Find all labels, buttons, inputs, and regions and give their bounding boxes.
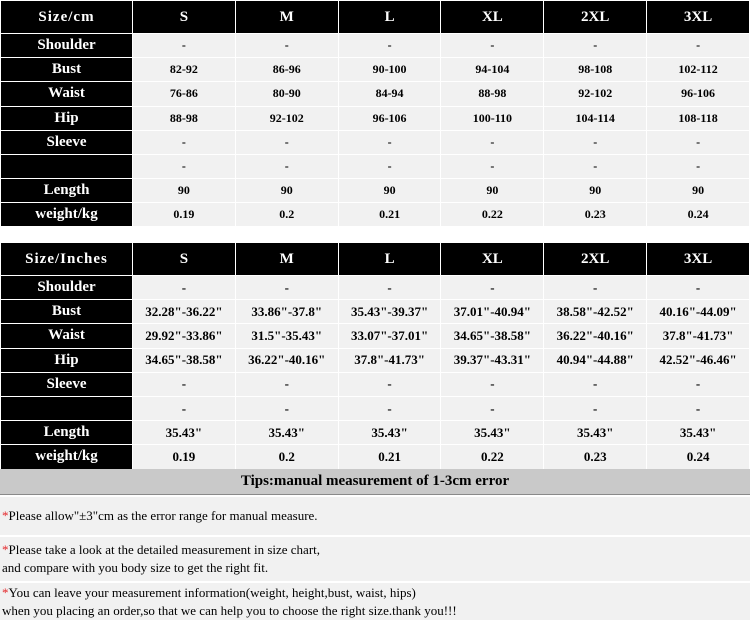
measurement-cell: 0.21: [338, 445, 441, 469]
measurement-cell: 96-106: [647, 82, 750, 106]
measurement-cell: -: [338, 130, 441, 154]
measurement-cell: -: [235, 34, 338, 58]
size-header: S: [133, 243, 236, 276]
measurement-cell: 90: [338, 179, 441, 203]
measurement-cell: 102-112: [647, 58, 750, 82]
measurement-cell: -: [544, 396, 647, 420]
measurement-cell: -: [338, 396, 441, 420]
size-header: M: [235, 243, 338, 276]
measurement-cell: -: [647, 130, 750, 154]
measurement-cell: 37.8"-41.73": [338, 348, 441, 372]
table-row: [1, 300, 750, 324]
measurement-cell: 0.23: [544, 445, 647, 469]
measurement-cell: -: [441, 34, 544, 58]
measurement-cell: 31.5"-35.43": [235, 324, 338, 348]
measurement-cell: 0.19: [133, 203, 236, 227]
note-size-chart: [0, 537, 750, 581]
measurement-cell: 80-90: [235, 82, 338, 106]
measurement-cell: -: [133, 130, 236, 154]
table-row: [1, 58, 750, 82]
size-header: XL: [441, 1, 544, 34]
measurement-cell: 0.24: [647, 445, 750, 469]
measurement-cell: 90: [235, 179, 338, 203]
note-line: Please allow"±3"cm as the error range for manual measure.: [8, 508, 318, 523]
measurement-cell: -: [133, 372, 236, 396]
table-row: [1, 276, 750, 300]
measurement-cell: 90: [647, 179, 750, 203]
row-label: Shoulder: [1, 34, 133, 58]
measurement-cell: -: [647, 396, 750, 420]
measurement-cell: 90: [441, 179, 544, 203]
measurement-cell: 84-94: [338, 82, 441, 106]
measurement-cell: 96-106: [338, 106, 441, 130]
size-header: L: [338, 243, 441, 276]
measurement-cell: 42.52"-46.46": [647, 348, 750, 372]
measurement-cell: -: [647, 372, 750, 396]
measurement-cell: -: [338, 372, 441, 396]
measurement-cell: -: [133, 34, 236, 58]
measurement-cell: -: [544, 372, 647, 396]
measurement-cell: -: [235, 276, 338, 300]
measurement-cell: 35.43"-39.37": [338, 300, 441, 324]
measurement-cell: 40.16"-44.09": [647, 300, 750, 324]
measurement-cell: 38.58"-42.52": [544, 300, 647, 324]
measurement-cell: -: [441, 130, 544, 154]
row-label: Bust: [1, 58, 133, 82]
measurement-cell: 90-100: [338, 58, 441, 82]
row-label: Length: [1, 179, 133, 203]
red-asterisk: *: [2, 585, 9, 600]
row-label: Length: [1, 421, 133, 445]
measurement-cell: -: [647, 276, 750, 300]
measurement-cell: 104-114: [544, 106, 647, 130]
measurement-cell: 35.43": [544, 421, 647, 445]
table-row: [1, 324, 750, 348]
measurement-cell: -: [441, 276, 544, 300]
row-label: Waist: [1, 82, 133, 106]
measurement-cell: 0.22: [441, 445, 544, 469]
measurement-cell: 108-118: [647, 106, 750, 130]
table-row: [1, 348, 750, 372]
note-error-range: [0, 497, 750, 535]
measurement-cell: 0.19: [133, 445, 236, 469]
measurement-cell: -: [441, 372, 544, 396]
measurement-cell: -: [338, 154, 441, 178]
size-header: M: [235, 1, 338, 34]
measurement-cell: 35.43": [338, 421, 441, 445]
table-row: [1, 203, 750, 227]
measurement-cell: 34.65"-38.58": [133, 348, 236, 372]
table-row: [1, 130, 750, 154]
measurement-cell: 0.2: [235, 203, 338, 227]
measurement-cell: -: [235, 396, 338, 420]
size-header: 2XL: [544, 243, 647, 276]
table-header-row: [1, 1, 750, 34]
table-row: [1, 82, 750, 106]
measurement-cell: 35.43": [647, 421, 750, 445]
size-header: S: [133, 1, 236, 34]
size-header: L: [338, 1, 441, 34]
measurement-cell: -: [544, 34, 647, 58]
header-label: Size/cm: [1, 1, 133, 34]
table-row: [1, 372, 750, 396]
table-row: [1, 34, 750, 58]
measurement-cell: 90: [133, 179, 236, 203]
note-line: and compare with you body size to get the right fit.: [2, 560, 269, 575]
measurement-cell: -: [544, 276, 647, 300]
table-row: [1, 106, 750, 130]
table-row: [1, 421, 750, 445]
measurement-cell: 35.43": [235, 421, 338, 445]
measurement-cell: 98-108: [544, 58, 647, 82]
row-label: Sleeve: [1, 130, 133, 154]
row-label: Waist: [1, 324, 133, 348]
row-label: Shoulder: [1, 276, 133, 300]
table-row: [1, 396, 750, 420]
note-line: Please take a look at the detailed measurement in size chart,: [8, 542, 321, 557]
measurement-cell: 0.21: [338, 203, 441, 227]
measurement-cell: 32.28"-36.22": [133, 300, 236, 324]
measurement-cell: 0.24: [647, 203, 750, 227]
row-label: Sleeve: [1, 372, 133, 396]
table-gap: [0, 226, 750, 242]
size-header: 3XL: [647, 243, 750, 276]
measurement-cell: -: [235, 372, 338, 396]
size-header: 3XL: [647, 1, 750, 34]
measurement-cell: -: [441, 154, 544, 178]
measurement-cell: 86-96: [235, 58, 338, 82]
red-asterisk: *: [2, 508, 9, 523]
measurement-cell: -: [235, 154, 338, 178]
measurement-cell: 34.65"-38.58": [441, 324, 544, 348]
header-label: Size/Inches: [1, 243, 133, 276]
row-label: weight/kg: [1, 203, 133, 227]
measurement-cell: -: [647, 34, 750, 58]
measurement-cell: 0.2: [235, 445, 338, 469]
measurement-cell: -: [544, 154, 647, 178]
note-leave-measurements: [0, 583, 750, 620]
row-label: Hip: [1, 348, 133, 372]
measurement-cell: 92-102: [235, 106, 338, 130]
row-label: Hip: [1, 106, 133, 130]
measurement-cell: -: [133, 276, 236, 300]
table-row: [1, 179, 750, 203]
measurement-cell: 40.94"-44.88": [544, 348, 647, 372]
size-table-inches: [0, 242, 750, 470]
measurement-cell: 39.37"-43.31": [441, 348, 544, 372]
row-label: Bust: [1, 300, 133, 324]
measurement-cell: 94-104: [441, 58, 544, 82]
measurement-cell: 33.07"-37.01": [338, 324, 441, 348]
measurement-cell: 37.8"-41.73": [647, 324, 750, 348]
measurement-cell: 33.86"-37.8": [235, 300, 338, 324]
measurement-cell: 76-86: [133, 82, 236, 106]
note-line: when you placing an order,so that we can help you to choose the right size.thank you!!!: [2, 603, 457, 618]
measurement-cell: -: [647, 154, 750, 178]
measurement-cell: 88-98: [133, 106, 236, 130]
measurement-cell: 29.92"-33.86": [133, 324, 236, 348]
measurement-cell: 0.23: [544, 203, 647, 227]
table-row: [1, 154, 750, 178]
measurement-cell: -: [133, 396, 236, 420]
measurement-cell: -: [338, 34, 441, 58]
measurement-cell: 36.22"-40.16": [544, 324, 647, 348]
measurement-cell: 37.01"-40.94": [441, 300, 544, 324]
measurement-cell: 36.22"-40.16": [235, 348, 338, 372]
measurement-cell: 0.22: [441, 203, 544, 227]
note-line: You can leave your measurement information(weight, height,bust, waist, hips): [8, 585, 416, 600]
measurement-cell: -: [133, 154, 236, 178]
row-label: weight/kg: [1, 445, 133, 469]
row-label: [1, 154, 133, 178]
measurement-cell: 92-102: [544, 82, 647, 106]
measurement-cell: 35.43": [133, 421, 236, 445]
tips-banner: Tips:manual measurement of 1-3cm error: [0, 469, 750, 495]
red-asterisk: *: [2, 542, 9, 557]
size-header: 2XL: [544, 1, 647, 34]
size-table-cm: [0, 0, 750, 228]
measurement-cell: 90: [544, 179, 647, 203]
measurement-cell: 82-92: [133, 58, 236, 82]
measurement-cell: 35.43": [441, 421, 544, 445]
size-header: XL: [441, 243, 544, 276]
measurement-cell: -: [338, 276, 441, 300]
measurement-cell: 100-110: [441, 106, 544, 130]
measurement-cell: -: [441, 396, 544, 420]
row-label: [1, 396, 133, 420]
measurement-cell: -: [235, 130, 338, 154]
measurement-cell: -: [544, 130, 647, 154]
table-header-row: [1, 243, 750, 276]
table-row: [1, 445, 750, 469]
measurement-cell: 88-98: [441, 82, 544, 106]
